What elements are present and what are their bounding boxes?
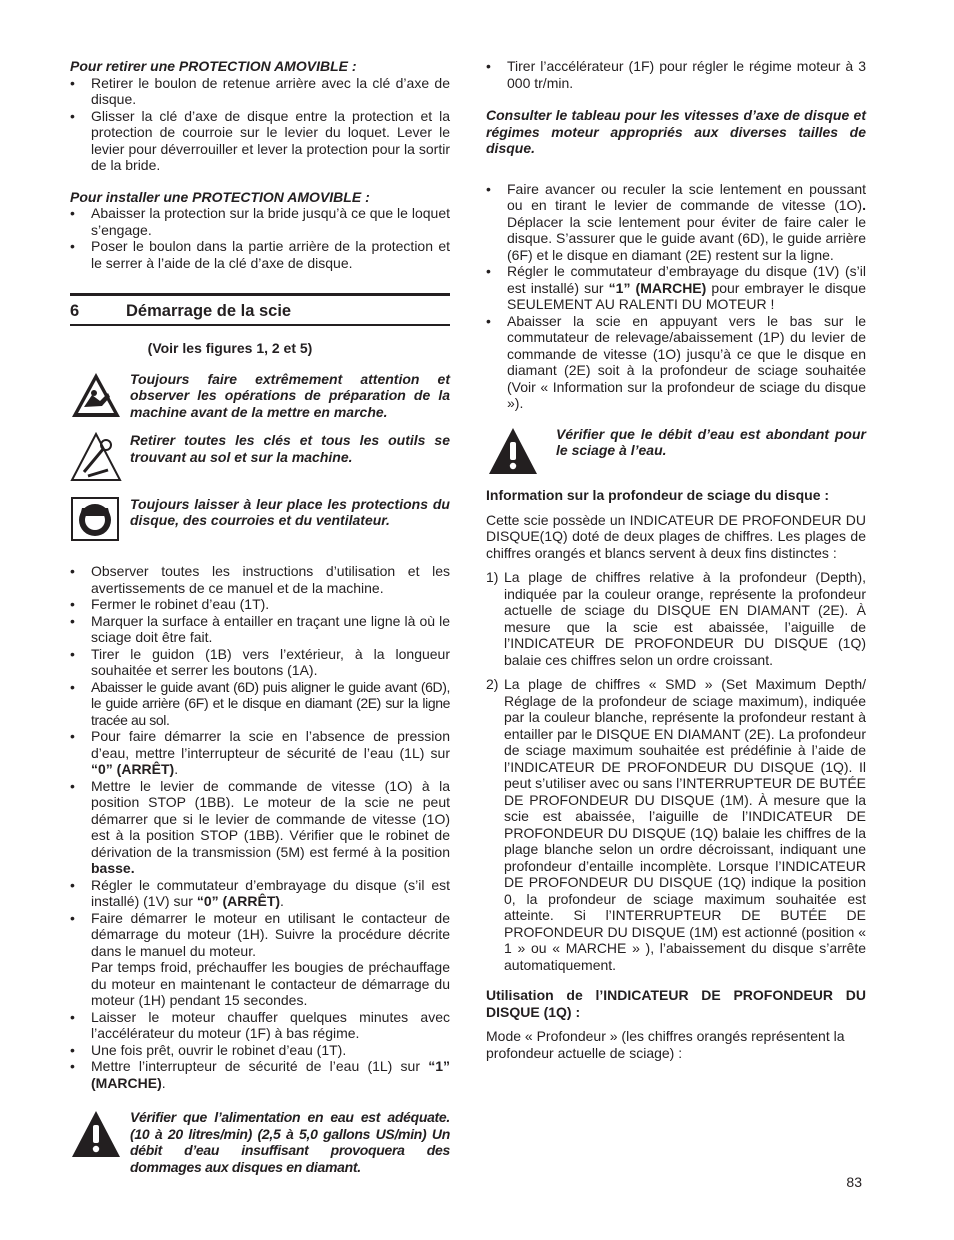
list-item: • Glisser la clé d’axe de disque entre la protection et la protection de courroie sur le levier du loquet. Lever le levier pour déverrouiller et lever la protection pour la sortir de la bride.: [70, 108, 450, 174]
list-item: • Observer toutes les instructions d’utilisation et les avertissements de ce manuel et de la machine.: [70, 563, 450, 596]
list-item: • Marquer la surface à entailler en traçant une ligne là où le sciage doit être fait.: [70, 613, 450, 646]
list-item: • Pour faire démarrer la scie en l’absence de pression d’eau, mettre l’interrupteur de sécurité de l’eau (1L) sur “0” (ARRÊT).: [70, 728, 450, 778]
depth-info-intro: Cette scie possède un INDICATEUR DE PROFONDEUR DU DISQUE(1Q) doté de deux plages de chiffres. Les plages de chiffres orangés et blancs servent à deux fins distinctes :: [486, 511, 866, 561]
blade-guard-icon: [70, 496, 124, 546]
list-item: • Régler le commutateur d’embrayage du disque (s’il est installé) (1V) sur “0” (ARRÊT).: [70, 877, 450, 910]
list-item: 1) La plage de chiffres relative à la profondeur (Depth), indiquée par la couleur orange, représente la profondeur actuelle de sciage du DISQUE EN DIAMANT (2E). À mesure que la scie est abaissée, l’aiguille de l’INDICATEUR DE PROFONDEUR DU DISQUE (1Q) balaie ces chiffres selon un ordre croissant.: [486, 569, 866, 668]
section-heading: [70, 293, 450, 326]
warning-block: [486, 426, 866, 480]
startup-steps-list: [70, 563, 450, 1091]
cold-weather-note: Par temps froid, préchauffer les bougies de préchauffage du moteur en maintenant le contacteur de démarrage du moteur (1H) pendant 15 secondes.: [91, 959, 450, 1008]
install-guard-list: [70, 205, 450, 271]
exclamation-warning-icon: [70, 1109, 124, 1163]
wrench-tools-hazard-icon: [70, 432, 124, 486]
usage-text: Mode « Profondeur » (les chiffres orangés représentent la profondeur actuelle de sciage) :: [486, 1028, 845, 1061]
usage-heading: Utilisation de l’INDICATEUR DE PROFONDEUR DU DISQUE (1Q) :: [486, 987, 866, 1020]
operation-list: [486, 181, 866, 412]
remove-guard-heading: Pour retirer une PROTECTION AMOVIBLE :: [70, 58, 357, 74]
left-column: [70, 58, 450, 1175]
depth-info-heading: Information sur la profondeur de sciage du disque :: [486, 487, 830, 503]
section-title: Démarrage de la scie: [126, 302, 292, 320]
list-item: • Tirer l’accélérateur (1F) pour régler le régime moteur à 3 000 tr/min.: [486, 58, 866, 91]
warning-text: Toujours faire extrêmement attention et observer les opérations de préparation de la machine avant de la mettre en marche.: [130, 370, 450, 420]
list-item: 2) La plage de chiffres « SMD » (Set Maximum Depth/ Réglage de la profondeur de sciage maximum), indiquée par la couleur blanche, représente la profondeur restant à entailler par le DISQUE EN DIAMANT (2E). La profondeur de sciage maximum souhaitée est prédéfinie à l’aide de l’INDICATEUR DE PROFONDEUR DU DISQUE (1Q). Il peut s’utiliser avec ou sans l’INTERRUPTEUR DE BUTÉE DE PROFONDEUR DU DISQUE (1M). À mesure que la scie est abaissée, l’aiguille de l’INDICATEUR DE PROFONDEUR DU DISQUE (1Q) balaie les chiffres de la plage blanche selon un ordre décroissant, indiquant une profondeur d’entaille incomplète. Lorsque l’INDICATEUR DE PROFONDEUR DU DISQUE (1Q) indique la position 0, la profondeur de sciage maximum souhaitée est atteinte. Si l’INTERRUPTEUR DE BUTÉE DE PROFONDEUR DU DISQUE (1M) est actionné (position « 1 » ou « MARCHE » ), l’abaissement du disque s’arrête automatiquement.: [486, 676, 866, 973]
list-item: • Mettre le levier de commande de vitesse (1O) à la position STOP (1BB). Le moteur de la scie ne peut démarrer que si le levier de commande de vitesse (1O) est à la position STOP (1BB). Vérifier que le robinet de dérivation de la transmission (5M) est fermé à la position basse.: [70, 778, 450, 877]
depth-ranges-list: [486, 569, 866, 973]
warning-text: Toujours laisser à leur place les protections du disque, des courroies et du ventilateur.: [130, 495, 450, 528]
list-item: • Régler le commutateur d’embrayage du disque (1V) (s’il est installé) sur “1” (MARCHE) pour embrayer le disque SEULEMENT AU RALENTI DU MOTEUR !: [486, 263, 866, 313]
list-item: • Une fois prêt, ouvrir le robinet d’eau (1T).: [70, 1042, 450, 1059]
page-number: 83: [846, 1173, 862, 1190]
warning-block: [70, 371, 450, 423]
warning-text: Vérifier que l’alimentation en eau est adéquate. (10 à 20 litres/min) (2,5 à 5,0 gallons US/min) Un débit d’eau insuffisant provoquera des dommages aux disques en diamant.: [130, 1109, 450, 1175]
warning-block: [70, 432, 450, 486]
section-number: 6: [70, 302, 80, 320]
right-column: [486, 58, 866, 1061]
warning-block: [70, 1109, 450, 1175]
list-item: • Faire avancer ou reculer la scie lentement en poussant ou en tirant le levier de commande de vitesse (1O). Déplacer la scie lentement pour éviter de faire caler le disque. S’assurer que le guide avant (6D), le guide arrière (6F) et le disque en diamant (2E) restent sur la ligne.: [486, 181, 866, 264]
exclamation-warning-icon: [486, 426, 550, 480]
list-item: • Poser le boulon dans la partie arrière de la protection et le serrer à l’aide de la clé d’axe de disque.: [70, 238, 450, 271]
list-item: • Mettre l’interrupteur de sécurité de l’eau (1L) sur “1” (MARCHE).: [70, 1058, 450, 1091]
hand-cut-hazard-icon: [70, 371, 124, 423]
list-item: • Faire démarrer le moteur en utilisant le contacteur de démarrage du moteur (1H). Suivre la procédure décrite dans le manuel du moteur. Par temps froid, préchauffer les bougies de préchauffage du moteur en maintenant le contacteur de démarrage du moteur (1H) pendant 15 secondes.: [70, 910, 450, 1009]
list-item: • Retirer le boulon de retenue arrière avec la clé d’axe de disque.: [70, 75, 450, 108]
list-item: • Abaisser la scie en appuyant vers le bas sur le commutateur de relevage/abaissement (1P) du levier de commande de vitesse (1O) jusqu’à ce que le disque en diamant (2E) soit à la profondeur de sciage souhaitée (Voir « Information sur la profondeur de sciage du disque »).: [486, 313, 866, 412]
remove-guard-list: [70, 75, 450, 174]
list-item: • Abaisser le guide avant (6D) puis aligner le guide avant (6D), le guide arrière (6F) et le disque en diamant (2E) sur la ligne tracée au sol.: [70, 679, 450, 729]
warning-text: Vérifier que le débit d’eau est abondant pour le sciage à l’eau.: [556, 425, 866, 458]
install-guard-heading: Pour installer une PROTECTION AMOVIBLE :: [70, 188, 370, 205]
list-item: • Tirer le guidon (1B) vers l’extérieur, à la longueur souhaitée et serrer les boutons (1A).: [70, 646, 450, 679]
consult-table-note: Consulter le tableau pour les vitesses d’axe de disque et régimes moteur appropriés aux diverses tailles de disque.: [486, 107, 866, 156]
list-item: • Fermer le robinet d’eau (1T).: [70, 596, 450, 613]
throttle-list: [486, 58, 866, 91]
warning-block: [70, 496, 450, 546]
list-item: • Laisser le moteur chauffer quelques minutes avec l’accélérateur du moteur (1F) à bas régime.: [70, 1009, 450, 1042]
warning-text: Retirer toutes les clés et tous les outils se trouvant au sol et sur la machine.: [130, 432, 450, 465]
see-figures-note: (Voir les figures 1, 2 et 5): [147, 340, 313, 356]
list-item: • Abaisser la protection sur la bride jusqu’à ce que le loquet s’engage.: [70, 205, 450, 238]
